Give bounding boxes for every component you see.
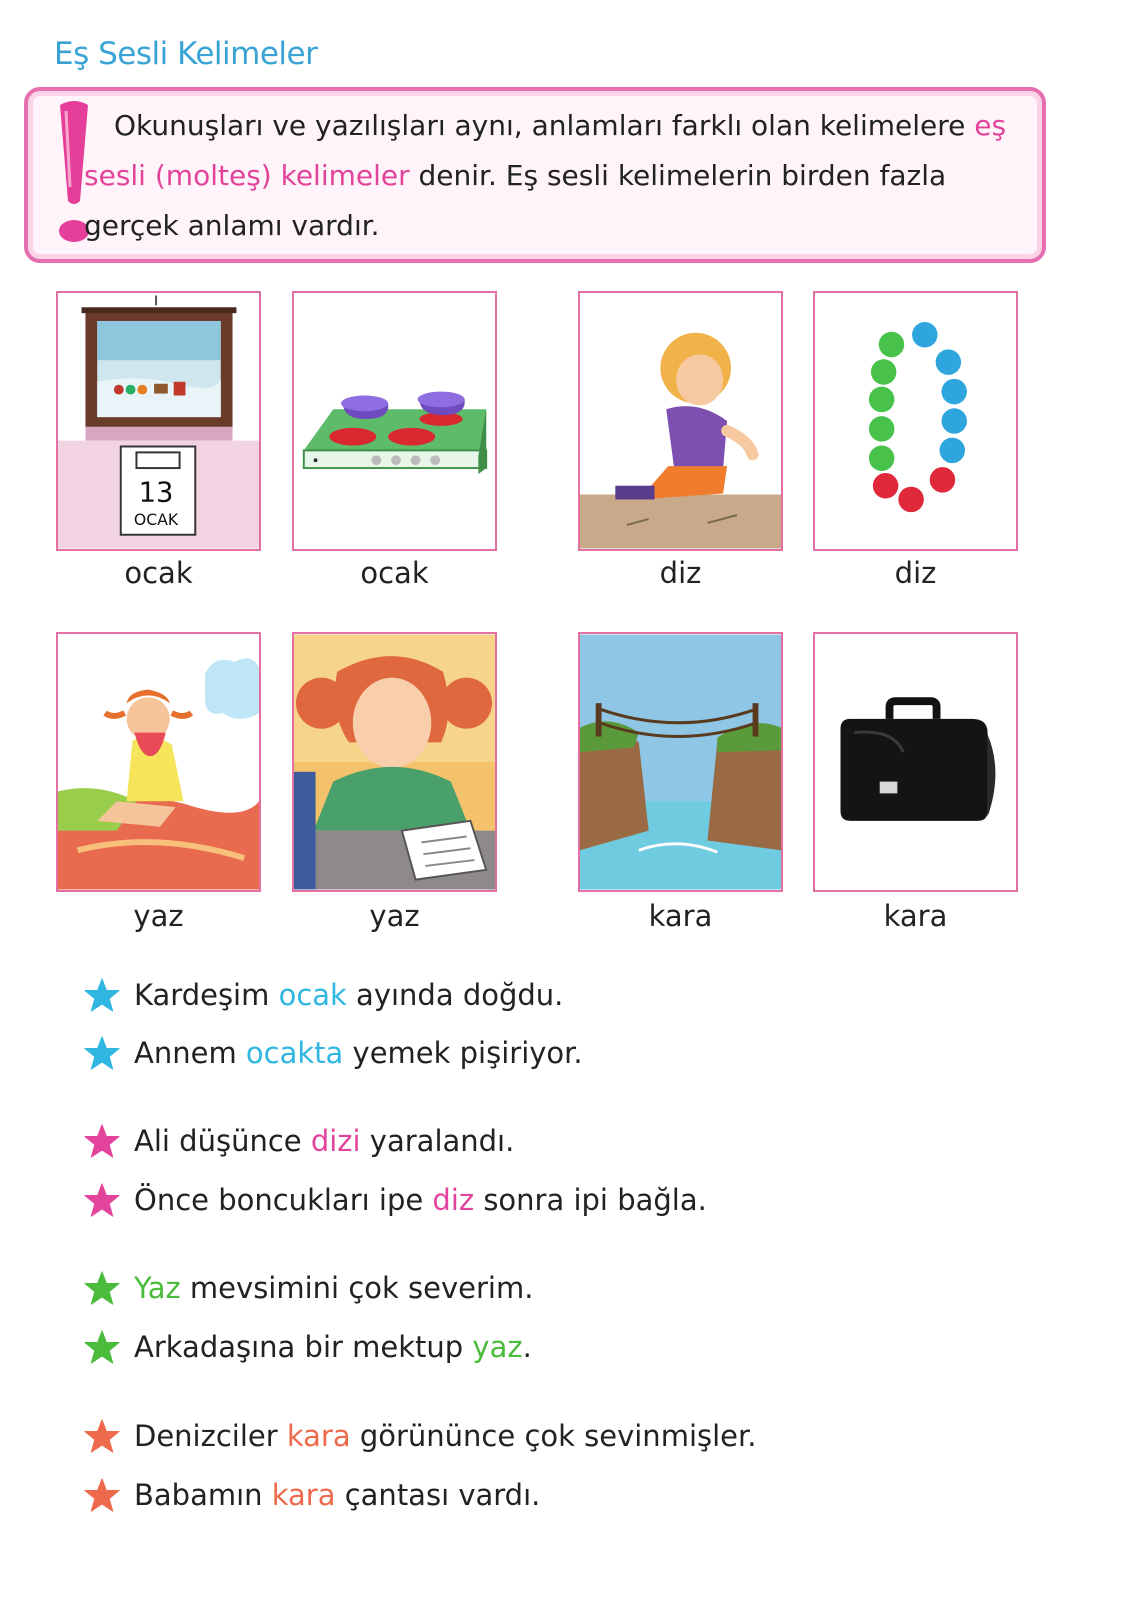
calendar-month: OCAK: [133, 509, 179, 529]
sentence-text: yemek pişiriyor.: [343, 1036, 583, 1070]
kneeling-boy-picture: [580, 293, 781, 549]
summer-girl-picture: [58, 634, 259, 890]
sentence-homonym: dizi: [310, 1124, 361, 1158]
card-label: ocak: [360, 556, 429, 590]
sentence-text: .: [522, 1330, 532, 1364]
card-diz-knee: [578, 291, 783, 551]
highlight-es-sesli: eş sesli: [84, 109, 1007, 192]
calendar-picture: [58, 293, 259, 549]
definition-space: [146, 159, 155, 192]
sentence-text: sonra ipi bağla.: [474, 1183, 707, 1217]
example-sentence: [84, 1178, 707, 1222]
black-bag-picture: [815, 634, 1016, 890]
star-icon: [84, 1182, 120, 1218]
card-diz-beads: [813, 291, 1018, 551]
sentence-text: Annem: [134, 1036, 246, 1070]
star-icon: [84, 1329, 120, 1365]
sentence-text: mevsimini çok severim.: [180, 1271, 534, 1305]
example-sentence: [84, 1473, 540, 1517]
star-icon: [84, 1270, 120, 1306]
card-ocak-month: [56, 291, 261, 551]
definition-part-1: Okunuşları ve yazılışları aynı, anlamları farklı olan kelimelere: [114, 109, 975, 142]
example-sentence: [84, 1325, 532, 1369]
sentence-text: ayında doğdu.: [346, 978, 564, 1012]
sentence-homonym: yaz: [472, 1330, 523, 1364]
card-kara-land: [578, 632, 783, 892]
sentence-text: Arkadaşına bir mektup: [134, 1330, 473, 1364]
card-label: kara: [883, 899, 948, 933]
sentence-text: çantası vardı.: [335, 1478, 541, 1512]
card-label: ocak: [124, 556, 193, 590]
card-label: diz: [659, 556, 702, 590]
card-yaz-summer: [56, 632, 261, 892]
sentence-text: görününce çok sevinmişler.: [350, 1419, 757, 1453]
writing-girl-picture: [294, 634, 495, 890]
sentence-homonym: kara: [271, 1478, 336, 1512]
bead-necklace-picture: [815, 293, 1016, 549]
page-title: Eş Sesli Kelimeler: [54, 36, 318, 72]
star-icon: [84, 977, 120, 1013]
stove-picture: [294, 293, 495, 549]
sentence-homonym: ocak: [278, 978, 347, 1012]
sentence-homonym: diz: [432, 1183, 475, 1217]
calendar-day: 13: [138, 477, 174, 509]
definition-box: [24, 87, 1046, 263]
example-sentence: [84, 1414, 756, 1458]
card-kara-bag: [813, 632, 1018, 892]
star-icon: [84, 1123, 120, 1159]
card-label: kara: [648, 899, 713, 933]
sentence-homonym: ocakta: [245, 1036, 344, 1070]
star-icon: [84, 1418, 120, 1454]
definition-text: [84, 101, 1024, 251]
sentence-homonym: kara: [286, 1419, 351, 1453]
bridge-landscape-picture: [580, 634, 781, 890]
example-sentence: [84, 1266, 533, 1310]
card-label: yaz: [133, 899, 184, 933]
sentence-text: Babamın: [134, 1478, 272, 1512]
card-yaz-write: [292, 632, 497, 892]
sentence-text: yaralandı.: [360, 1124, 515, 1158]
star-icon: [84, 1477, 120, 1513]
sentence-text: Önce boncukları ipe: [134, 1183, 433, 1217]
card-label: yaz: [369, 899, 420, 933]
card-ocak-stove: [292, 291, 497, 551]
sentence-homonym: Yaz: [134, 1271, 181, 1305]
definition-part-3: denir. Eş sesli kelimelerin birden fazla gerçek anlamı vardır.: [84, 159, 947, 242]
example-sentence: [84, 1119, 514, 1163]
sentence-text: Kardeşim: [134, 978, 279, 1012]
sentence-text: Denizciler: [134, 1419, 287, 1453]
example-sentence: [84, 973, 563, 1017]
highlight-sestes-kelimeler: (molteş) kelimeler: [154, 159, 410, 192]
card-label: diz: [894, 556, 937, 590]
example-sentence: [84, 1031, 583, 1075]
star-icon: [84, 1035, 120, 1071]
sentence-text: Ali düşünce: [134, 1124, 311, 1158]
